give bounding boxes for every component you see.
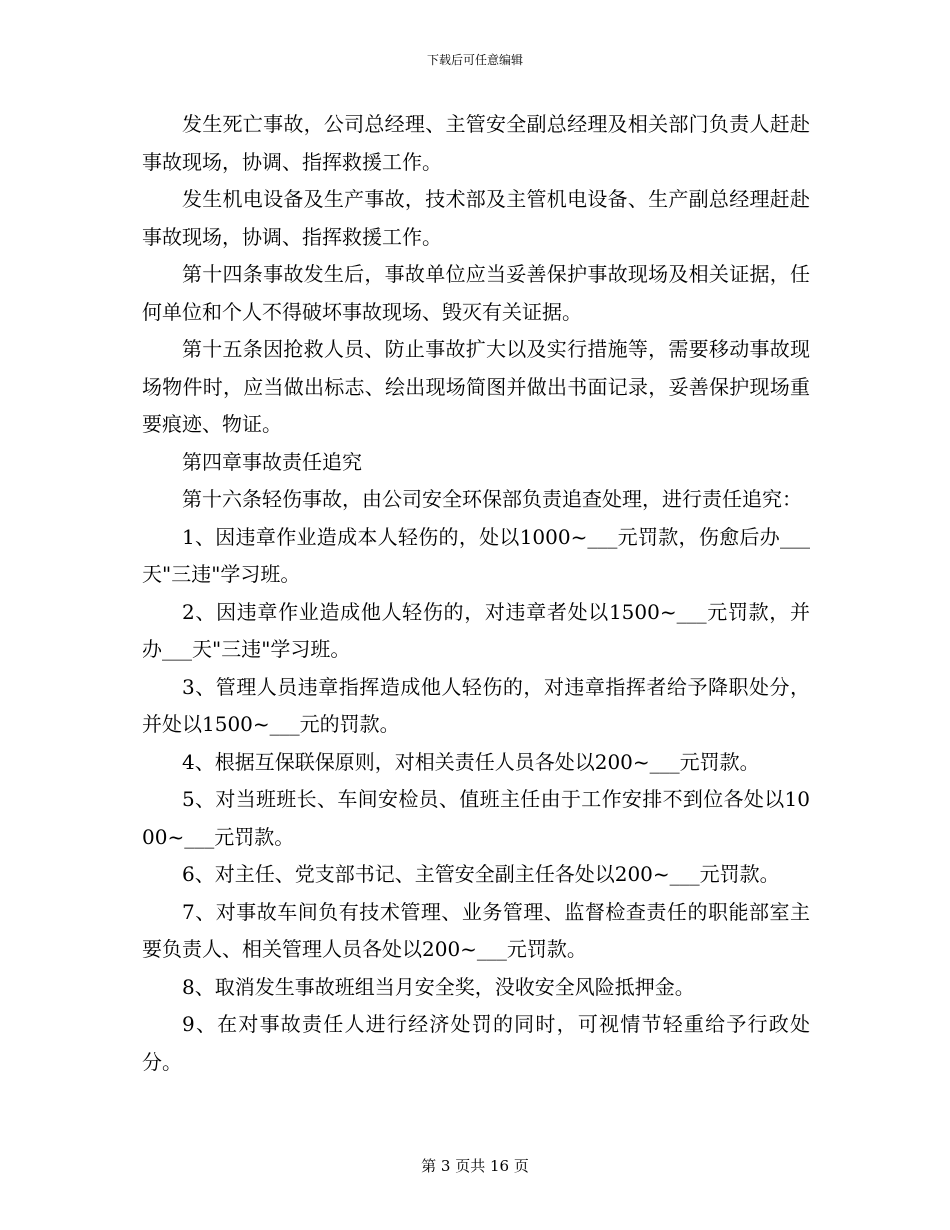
chapter-heading: 第四章事故责任追究: [182, 449, 362, 474]
header-note: 下载后可任意编辑: [426, 53, 523, 67]
list-item-2: 2、因违章作业造成他人轻伤的，对违章者处以1500~___元罚款，并办___天"三违"学习班。: [142, 599, 810, 661]
paragraph-3: 第十四条事故发生后，事故单位应当妥善保护事故现场及相关证据，任何单位和个人不得破坏事故现场、毁灭有关证据。: [142, 262, 810, 324]
list-item-5: 5、对当班班长、车间安检员、值班主任由于工作安排不到位各处以1000~___元罚款。: [142, 787, 810, 849]
page-number: 第 3 页共 16 页: [421, 1157, 529, 1175]
list-item-7: 7、对事故车间负有技术管理、业务管理、监督检查责任的职能部室主要负责人、相关管理人员各处以200~___元罚款。: [142, 899, 810, 961]
list-item-3: 3、管理人员违章指挥造成他人轻伤的，对违章指挥者给予降职处分，并处以1500~___元的罚款。: [142, 674, 810, 736]
paragraph-1: 发生死亡事故，公司总经理、主管安全副总经理及相关部门负责人赶赴事故现场，协调、指挥救援工作。: [142, 112, 810, 174]
document-body: [142, 106, 810, 1081]
list-item-8: 8、取消发生事故班组当月安全奖，没收安全风险抵押金。: [182, 974, 695, 999]
list-item-4: 4、根据互保联保原则，对相关责任人员各处以200~___元罚款。: [182, 749, 760, 774]
paragraph-4: 第十五条因抢救人员、防止事故扩大以及实行措施等，需要移动事故现场物件时，应当做出标志、绘出现场简图并做出书面记录，妥善保护现场重要痕迹、物证。: [142, 337, 810, 436]
list-item-6: 6、对主任、党支部书记、主管安全副主任各处以200~___元罚款。: [182, 862, 780, 886]
page-footer: [0, 1156, 950, 1176]
list-item-1: 1、因违章作业造成本人轻伤的，处以1000~___元罚款，伤愈后办___天"三违"学习班。: [142, 524, 810, 586]
paragraph-2: 发生机电设备及生产事故，技术部及主管机电设备、生产副总经理赶赴事故现场，协调、指挥救援工作。: [142, 187, 810, 249]
page-header: [0, 52, 950, 68]
paragraph-6: 第十六条轻伤事故，由公司安全环保部负责追查处理，进行责任追究：: [182, 487, 802, 511]
list-item-9: 9、在对事故责任人进行经济处罚的同时，可视情节轻重给予行政处分。: [142, 1012, 810, 1074]
